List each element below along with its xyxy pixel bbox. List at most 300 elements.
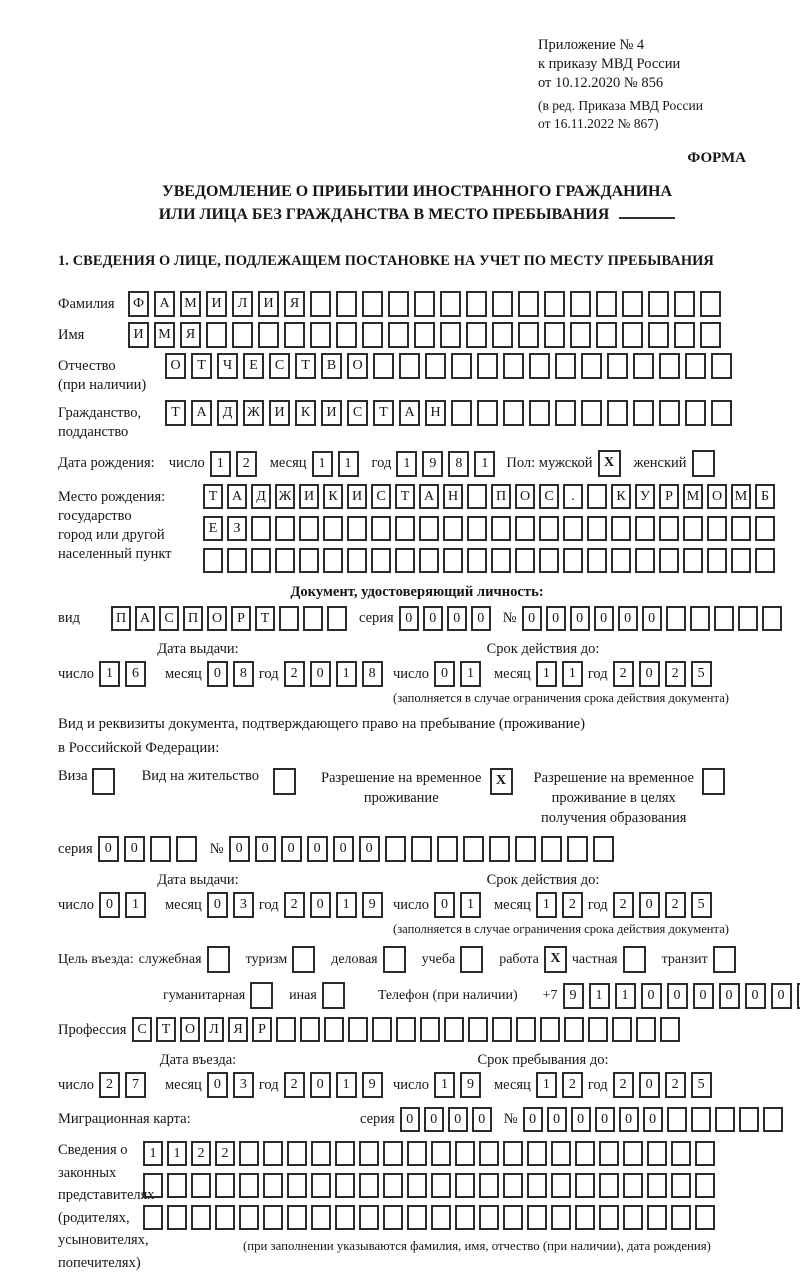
patronymic-cells [165, 353, 737, 379]
form-cell [551, 1205, 571, 1230]
form-cell: Р [659, 484, 679, 509]
form-cell: 0 [693, 983, 714, 1009]
form-cell: 1 [474, 451, 495, 477]
form-cell [659, 400, 680, 426]
form-cell: 1 [536, 1072, 557, 1098]
citizenship-row [58, 400, 776, 442]
legal-label-line2: законных [58, 1162, 143, 1185]
form-cell [503, 400, 524, 426]
form-cell [739, 1107, 759, 1132]
appendix-line: от 10.12.2020 № 856 [538, 74, 776, 93]
form-cell: 1 [536, 661, 557, 687]
permit-issue-values [58, 892, 393, 918]
form-cell [713, 946, 736, 973]
form-cell [466, 322, 487, 348]
form-cell [335, 1173, 355, 1198]
form-cell: 0 [639, 892, 660, 918]
day-label: число [58, 1077, 94, 1094]
form-cell: 1 [336, 1072, 357, 1098]
day-label: число [393, 1077, 429, 1094]
form-cell [388, 291, 409, 317]
form-cell [659, 353, 680, 379]
form-cell [544, 322, 565, 348]
permit-expiry-day-cells [434, 892, 486, 918]
form-cell [539, 516, 559, 541]
form-cell [467, 548, 487, 573]
form-cell [635, 548, 655, 573]
form-cell [607, 353, 628, 379]
visa-checkbox [92, 768, 120, 795]
form-cell [623, 1141, 643, 1166]
form-cell: 0 [546, 606, 566, 631]
surname-cells [128, 291, 726, 317]
purpose-humanitarian-checkbox [250, 982, 278, 1009]
form-cell [570, 322, 591, 348]
permit-expiry-col [393, 871, 729, 937]
purpose-work-checkbox [544, 946, 572, 973]
form-cell: М [731, 484, 751, 509]
form-cell: 0 [255, 836, 276, 862]
sex-male-label: Пол: мужской [506, 455, 592, 472]
form-cell [492, 1017, 512, 1042]
form-cell [527, 1205, 547, 1230]
form-cell: И [269, 400, 290, 426]
form-cell: 0 [667, 983, 688, 1009]
form-cell: О [180, 1017, 200, 1042]
form-cell: 1 [99, 661, 120, 687]
form-cell [347, 516, 367, 541]
form-cell: 9 [460, 1072, 481, 1098]
year-label: год [259, 1077, 279, 1094]
citizenship-cells [165, 400, 737, 426]
form-cell: А [154, 291, 175, 317]
form-cell [227, 548, 247, 573]
form-cell [611, 516, 631, 541]
form-cell [622, 322, 643, 348]
id-issue-year-cells [284, 661, 388, 687]
form-cell [581, 400, 602, 426]
form-cell [659, 548, 679, 573]
form-cell: 0 [400, 1107, 420, 1132]
form-cell [700, 322, 721, 348]
form-cell [503, 1205, 523, 1230]
entry-month-cells [207, 1072, 259, 1098]
form-cell [411, 836, 432, 862]
form-cell [388, 322, 409, 348]
form-cell: 2 [284, 892, 305, 918]
form-cell: 1 [396, 451, 417, 477]
permit-expiry-month-cells [536, 892, 588, 918]
form-cell [685, 400, 706, 426]
id-issue-day-cells [99, 661, 151, 687]
sex-female-label: женский [634, 455, 687, 472]
legal-row3-cells [143, 1205, 719, 1230]
form-cell [232, 322, 253, 348]
form-cell: Ф [128, 291, 149, 317]
form-cell [648, 322, 669, 348]
form-cell: 2 [613, 892, 634, 918]
form-cell: 9 [563, 983, 584, 1009]
purpose-private-label: частная [572, 952, 618, 968]
patronymic-label-line1: Отчество [58, 357, 165, 376]
form-cell: 3 [233, 892, 254, 918]
form-cell: 0 [229, 836, 250, 862]
form-cell [516, 1017, 536, 1042]
form-cell [251, 548, 271, 573]
form-cell [674, 291, 695, 317]
form-cell: 2 [613, 661, 634, 687]
birth-place-block [58, 484, 776, 580]
form-cell [383, 1205, 403, 1230]
form-cell: 0 [571, 1107, 591, 1132]
form-cell [275, 516, 295, 541]
section1-heading: 1. СВЕДЕНИЯ О ЛИЦЕ, ПОДЛЕЖАЩЕМ ПОСТАНОВКЕ НА УЧЕТ ПО МЕСТУ ПРЕБЫВАНИЯ [58, 253, 776, 270]
legal-representatives-block [58, 1139, 776, 1274]
form-cell [324, 1017, 344, 1042]
permit-expiry-label: Срок действия до: [393, 871, 693, 889]
birth-day-cells [210, 451, 262, 477]
form-cell [300, 1017, 320, 1042]
form-cell [683, 516, 703, 541]
form-cell: О [207, 606, 227, 631]
form-cell: Р [231, 606, 251, 631]
form-cell: 1 [312, 451, 333, 477]
form-cell [310, 322, 331, 348]
form-cell [588, 1017, 608, 1042]
form-cell [451, 400, 472, 426]
purpose-study-label: учеба [422, 952, 456, 968]
citizenship-label-line2: подданство [58, 423, 165, 442]
migration-series-label: серия [360, 1111, 395, 1128]
legal-row2-cells [143, 1173, 719, 1198]
patronymic-label [58, 353, 165, 395]
birth-place-label-line1: Место рождения: [58, 488, 203, 507]
permit-dates [58, 871, 776, 937]
form-cell [150, 836, 171, 862]
form-cell [695, 1141, 715, 1166]
form-cell [263, 1141, 283, 1166]
form-cell [492, 322, 513, 348]
form-cell: А [191, 400, 212, 426]
form-title [58, 180, 776, 226]
form-cell [191, 1205, 211, 1230]
year-label: год [259, 897, 279, 914]
year-label: год [588, 897, 608, 914]
form-cell [599, 1205, 619, 1230]
birth-place-label-line3: город или другой [58, 526, 203, 545]
day-label: число [393, 666, 429, 683]
form-cell: Д [251, 484, 271, 509]
form-cell [551, 1141, 571, 1166]
form-cell: А [135, 606, 155, 631]
form-cell [167, 1205, 187, 1230]
stay-until-values [393, 1072, 717, 1098]
form-cell [515, 836, 536, 862]
form-cell: К [323, 484, 343, 509]
form-cell: 2 [284, 1072, 305, 1098]
given-name-row [58, 322, 776, 348]
form-cell [258, 322, 279, 348]
permit-issue-year-cells [284, 892, 388, 918]
form-cell: И [321, 400, 342, 426]
form-cell [518, 291, 539, 317]
form-cell [635, 516, 655, 541]
form-cell [287, 1173, 307, 1198]
form-cell [372, 1017, 392, 1042]
form-cell [477, 400, 498, 426]
id-doc-number-label: № [503, 610, 517, 627]
form-cell: 0 [641, 983, 662, 1009]
form-cell: Т [373, 400, 394, 426]
day-label: число [58, 897, 94, 914]
form-cell: С [371, 484, 391, 509]
form-cell: 0 [423, 606, 443, 631]
form-cell [623, 1205, 643, 1230]
form-cell [419, 516, 439, 541]
form-cell [529, 353, 550, 379]
form-cell [467, 516, 487, 541]
right-doc-options [58, 768, 776, 828]
form-cell [691, 1107, 711, 1132]
female-checkbox [692, 450, 720, 477]
edu-residence-label [534, 768, 694, 828]
surname-row [58, 291, 776, 317]
form-cell [383, 1173, 403, 1198]
form-cell [440, 322, 461, 348]
form-cell: X [544, 946, 567, 973]
form-cell [191, 1173, 211, 1198]
form-cell [323, 548, 343, 573]
birth-place-cells [203, 484, 779, 580]
form-cell: 1 [589, 983, 610, 1009]
form-cell: С [539, 484, 559, 509]
id-doc-vid-cells [111, 606, 351, 631]
form-cell: 0 [639, 1072, 660, 1098]
form-cell [563, 516, 583, 541]
edu-residence-checkbox [702, 768, 730, 795]
right-doc-line1: Вид и реквизиты документа, подтверждающего право на пребывание (проживание) [58, 712, 776, 736]
right-doc-line2: в Российской Федерации: [58, 736, 776, 760]
form-cell [451, 353, 472, 379]
form-cell [347, 548, 367, 573]
form-cell [414, 291, 435, 317]
id-doc-expiry-col [393, 640, 729, 706]
form-cell [763, 1107, 783, 1132]
birth-place-row2-cells [203, 516, 779, 541]
form-cell [575, 1173, 595, 1198]
form-cell: 9 [422, 451, 443, 477]
form-cell [596, 322, 617, 348]
form-cell [587, 484, 607, 509]
id-doc-note: (заполняется в случае ограничения срока действия документа) [393, 691, 729, 706]
form-cell [359, 1141, 379, 1166]
birth-year-cells [396, 451, 500, 477]
month-label: месяц [165, 897, 202, 914]
form-cell [711, 353, 732, 379]
form-cell [695, 1205, 715, 1230]
purpose-business-label: деловая [331, 952, 377, 968]
citizenship-label [58, 400, 165, 442]
legal-label-line3: представителях [58, 1184, 143, 1207]
entry-date-values [58, 1072, 393, 1098]
form-cell [460, 946, 483, 973]
profession-row [58, 1017, 776, 1042]
purpose-study-checkbox [460, 946, 488, 973]
form-cell: Ж [275, 484, 295, 509]
form-cell [731, 548, 751, 573]
form-cell: 0 [547, 1107, 567, 1132]
stay-until-label: Срок пребывания до: [393, 1051, 693, 1069]
form-cell [683, 548, 703, 573]
form-cell: М [683, 484, 703, 509]
legal-label-line5: усыновителях, [58, 1229, 143, 1252]
form-cell [443, 548, 463, 573]
form-cell [623, 946, 646, 973]
form-cell: 1 [615, 983, 636, 1009]
birth-date-row [58, 450, 776, 477]
permit-expiry-values [393, 892, 729, 918]
form-cell: И [128, 322, 149, 348]
day-label: число [169, 455, 205, 472]
legal-label-line6: попечителях) [58, 1252, 143, 1274]
form-cell: А [227, 484, 247, 509]
form-cell: П [491, 484, 511, 509]
form-cell [336, 291, 357, 317]
appendix-line: (в ред. Приказа МВД России [538, 97, 776, 115]
id-doc-issue-col [58, 640, 393, 706]
purpose-row2 [58, 982, 776, 1009]
form-cell: 0 [207, 892, 228, 918]
form-cell: 0 [570, 606, 590, 631]
form-cell [575, 1141, 595, 1166]
form-cell: Т [191, 353, 212, 379]
form-cell [440, 291, 461, 317]
form-cell [275, 548, 295, 573]
stay-month-cells [536, 1072, 588, 1098]
legal-label-line1: Сведения о [58, 1139, 143, 1162]
form-cell [443, 516, 463, 541]
form-cell [633, 400, 654, 426]
form-cell [674, 322, 695, 348]
profession-label: Профессия [58, 1017, 132, 1040]
form-cell: 2 [613, 1072, 634, 1098]
form-cell [690, 606, 710, 631]
purpose-other-label: иная [289, 988, 317, 1004]
edu-residence-label-line3: получения образования [534, 808, 694, 828]
id-doc-series-label: серия [359, 610, 394, 627]
form-cell [299, 516, 319, 541]
form-cell: 0 [447, 606, 467, 631]
form-cell: О [347, 353, 368, 379]
form-cell [287, 1205, 307, 1230]
form-cell [287, 1141, 307, 1166]
form-cell: П [183, 606, 203, 631]
permit-number-cells [229, 836, 619, 862]
form-cell [539, 548, 559, 573]
patronymic-label-line2: (при наличии) [58, 376, 165, 395]
form-cell [279, 606, 299, 631]
form-cell: Т [203, 484, 223, 509]
form-cell [323, 516, 343, 541]
form-cell [437, 836, 458, 862]
form-cell [327, 606, 347, 631]
form-cell: С [269, 353, 290, 379]
entry-date-col [58, 1051, 393, 1098]
form-cell [564, 1017, 584, 1042]
form-cell: 1 [167, 1141, 187, 1166]
form-cell [206, 322, 227, 348]
form-cell [362, 322, 383, 348]
purpose-tourism-checkbox [292, 946, 320, 973]
form-cell [491, 516, 511, 541]
entry-year-cells [284, 1072, 388, 1098]
form-cell: 1 [562, 661, 583, 687]
form-cell [695, 1173, 715, 1198]
form-cell [570, 291, 591, 317]
form-cell: И [347, 484, 367, 509]
form-cell [611, 548, 631, 573]
forma-label: ФОРМА [58, 150, 776, 167]
purpose-official-checkbox [207, 946, 235, 973]
form-cell: Я [284, 291, 305, 317]
form-cell [207, 946, 230, 973]
form-cell: И [299, 484, 319, 509]
phone-label: Телефон (при наличии) [378, 988, 518, 1004]
permit-series-label: серия [58, 841, 93, 858]
form-cell: 6 [125, 661, 146, 687]
form-cell: 0 [618, 606, 638, 631]
birth-date-label: Дата рождения: [58, 455, 155, 472]
purpose-row [58, 946, 776, 973]
permit-series-cells [98, 836, 202, 862]
permit-issue-day-cells [99, 892, 151, 918]
form-cell [671, 1173, 691, 1198]
form-cell: Я [228, 1017, 248, 1042]
form-cell: О [515, 484, 535, 509]
month-label: месяц [494, 666, 531, 683]
form-cell: 7 [125, 1072, 146, 1098]
form-cell [419, 548, 439, 573]
citizenship-label-line1: Гражданство, [58, 404, 165, 423]
form-cell: 8 [448, 451, 469, 477]
form-cell [714, 606, 734, 631]
form-cell: Т [395, 484, 415, 509]
form-cell: 0 [471, 606, 491, 631]
form-cell [612, 1017, 632, 1042]
entry-date-label: Дата въезда: [58, 1051, 338, 1069]
form-cell: 2 [215, 1141, 235, 1166]
month-label: месяц [270, 455, 307, 472]
year-label: год [588, 1077, 608, 1094]
form-cell: 2 [665, 1072, 686, 1098]
edu-residence-label-line1: Разрешение на временное [534, 768, 694, 788]
form-cell: С [347, 400, 368, 426]
permit-issue-col [58, 871, 393, 937]
form-cell [633, 353, 654, 379]
form-cell [273, 768, 296, 795]
form-cell [529, 400, 550, 426]
form-cell [299, 548, 319, 573]
migration-card-label: Миграционная карта: [58, 1111, 355, 1128]
form-cell [359, 1205, 379, 1230]
purpose-other-checkbox [322, 982, 350, 1009]
permit-expiry-year-cells [613, 892, 717, 918]
form-cell [587, 516, 607, 541]
temp-residence-option [321, 768, 517, 808]
form-cell [399, 353, 420, 379]
temp-residence-label [321, 768, 481, 808]
form-cell [503, 353, 524, 379]
